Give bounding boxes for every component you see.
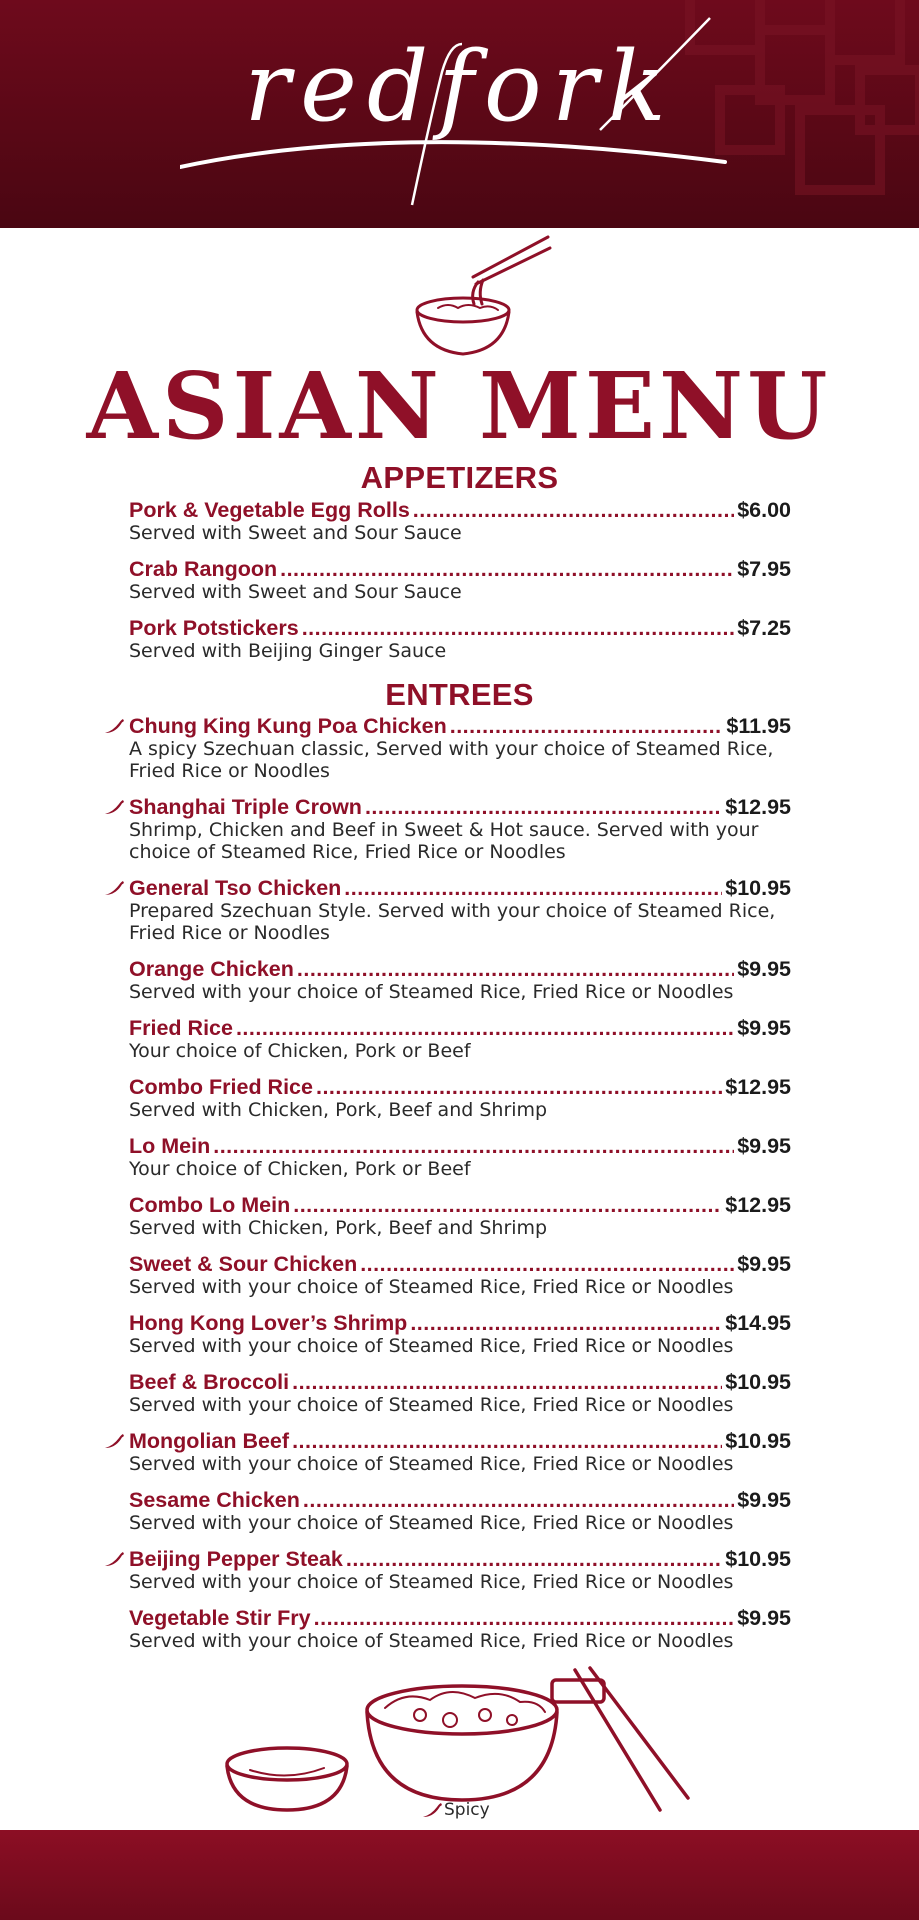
item-description: Shrimp, Chicken and Beef in Sweet & Hot sauce. Served with your choice of Steamed Rice, Fried Rice or Noodles [129,819,759,863]
item-description: A spicy Szechuan classic, Served with your choice of Steamed Rice, Fried Rice or Noodles [129,738,774,782]
item-name: Beef & Broccoli [129,1370,290,1394]
dot-leader [303,1487,734,1513]
item-price: $7.25 [737,616,791,640]
item-name: Sweet & Sour Chicken [129,1252,358,1276]
item-name: Combo Fried Rice [129,1075,313,1099]
item-description: Served with your choice of Steamed Rice, Fried Rice or Noodles [129,981,734,1003]
menu-item [129,1605,791,1652]
dot-leader [344,875,722,901]
item-description: Served with your choice of Steamed Rice, Fried Rice or Noodles [129,1453,734,1475]
menu-item [129,1428,791,1475]
item-name: Vegetable Stir Fry [129,1606,311,1630]
item-name: Pork Potstickers [129,616,299,640]
item-description: Served with your choice of Steamed Rice, Fried Rice or Noodles [129,1571,734,1593]
item-price: $12.95 [725,1193,791,1217]
item-name: Hong Kong Lover’s Shrimp [129,1311,408,1335]
dot-leader [314,1605,735,1631]
item-price: $12.95 [725,795,791,819]
dot-leader [410,1310,722,1336]
item-name: Lo Mein [129,1134,211,1158]
item-price: $6.00 [737,498,791,522]
item-description: Served with Chicken, Pork, Beef and Shrimp [129,1099,548,1121]
dot-leader [293,1192,722,1218]
item-price: $9.95 [737,1606,791,1630]
item-description: Served with your choice of Steamed Rice, Fried Rice or Noodles [129,1630,734,1652]
item-price: $9.95 [737,1134,791,1158]
dot-leader [302,615,734,641]
item-name: Combo Lo Mein [129,1193,291,1217]
header-banner [0,0,919,228]
menu-title [0,352,919,456]
chili-pepper-icon [103,798,125,816]
dot-leader [450,713,724,739]
dot-leader [316,1074,722,1100]
item-description: Served with Sweet and Sour Sauce [129,522,462,544]
item-description: Served with Beijing Ginger Sauce [129,640,447,662]
menu-item [129,1192,791,1239]
item-name: General Tso Chicken [129,876,342,900]
menu-item [129,956,791,1003]
item-name: Chung King Kung Poa Chicken [129,714,447,738]
dot-leader [297,956,734,982]
menu-item [129,497,791,544]
chili-pepper-icon [420,1801,444,1819]
menu-item [129,615,791,662]
menu-item [129,1074,791,1121]
item-price: $9.95 [737,957,791,981]
dot-leader [280,556,734,582]
brand-name: redfork [244,31,676,143]
menu-item [129,1133,791,1180]
menu-item [129,1546,791,1593]
svg-text:ASIAN MENU: ASIAN MENU [86,352,832,452]
item-price: $10.95 [725,1370,791,1394]
spicy-legend [420,1800,490,1820]
chili-pepper-icon [103,717,125,735]
item-description: Prepared Szechuan Style. Served with your choice of Steamed Rice, Fried Rice or Noodles [129,900,776,944]
footer-band [0,1830,919,1920]
item-name: Fried Rice [129,1016,233,1040]
item-description: Served with your choice of Steamed Rice, Fried Rice or Noodles [129,1394,734,1416]
dot-leader [236,1015,734,1041]
item-description: Served with your choice of Steamed Rice, Fried Rice or Noodles [129,1335,734,1357]
menu-item [129,556,791,603]
chili-pepper-icon [103,879,125,897]
item-price: $9.95 [737,1488,791,1512]
item-description: Served with Chicken, Pork, Beef and Shrimp [129,1217,548,1239]
item-description: Your choice of Chicken, Pork or Beef [129,1158,471,1180]
item-price: $9.95 [737,1252,791,1276]
menu-item [129,1251,791,1298]
dot-leader [346,1546,722,1572]
item-description: Served with your choice of Steamed Rice, Fried Rice or Noodles [129,1276,734,1298]
item-price: $12.95 [725,1075,791,1099]
section-title-entrees: ENTREES [385,677,534,712]
dot-leader [292,1369,722,1395]
item-description: Your choice of Chicken, Pork or Beef [129,1040,471,1062]
brand-logo [180,0,740,228]
dot-leader [365,794,722,820]
item-price: $9.95 [737,1016,791,1040]
item-name: Orange Chicken [129,957,294,981]
item-name: Shanghai Triple Crown [129,795,362,819]
legend-label: Spicy [444,1800,490,1820]
item-price: $10.95 [725,1547,791,1571]
section-title-appetizers: APPETIZERS [360,460,559,495]
item-name: Crab Rangoon [129,557,278,581]
menu-item [129,1487,791,1534]
menu-item [129,1369,791,1416]
menu-item [129,1310,791,1357]
menu-item [129,794,791,863]
item-description: Served with your choice of Steamed Rice, Fried Rice or Noodles [129,1512,734,1534]
item-description: Served with Sweet and Sour Sauce [129,581,462,603]
dot-leader [413,497,734,523]
item-price: $11.95 [726,714,791,738]
item-price: $10.95 [725,1429,791,1453]
chili-pepper-icon [103,1432,125,1450]
chili-pepper-icon [103,1550,125,1568]
item-name: Beijing Pepper Steak [129,1547,343,1571]
menu-item [129,875,791,944]
item-price: $14.95 [725,1311,791,1335]
menu-item [129,1015,791,1062]
item-price: $10.95 [725,876,791,900]
dot-leader [213,1133,734,1159]
item-price: $7.95 [737,557,791,581]
item-name: Sesame Chicken [129,1488,300,1512]
noodle-bowl-icon [408,232,558,361]
dot-leader [360,1251,734,1277]
item-name: Pork & Vegetable Egg Rolls [129,498,410,522]
item-name: Mongolian Beef [129,1429,290,1453]
dot-leader [292,1428,722,1454]
menu-item [129,713,791,782]
